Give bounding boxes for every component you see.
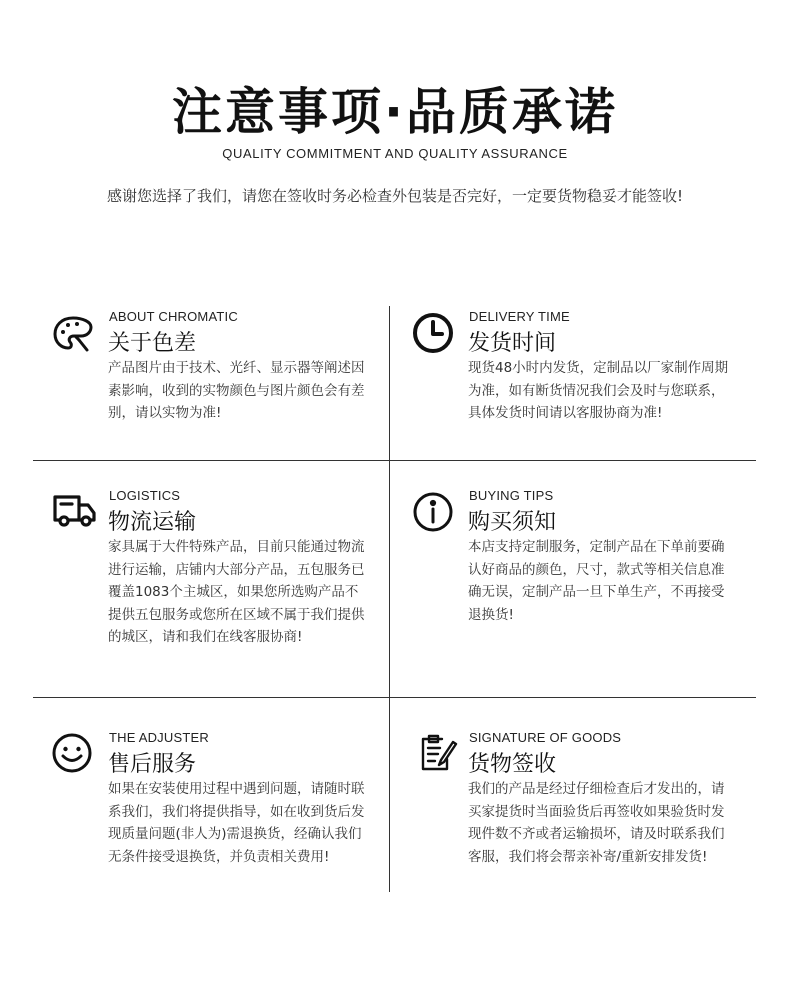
info-icon [411, 490, 455, 534]
row-divider [33, 460, 756, 461]
section-title-zh: 关于色差 [108, 331, 197, 356]
intro-text: 感谢您选择了我们，请您在签收时务必检查外包装是否完好，一定要货物稳妥才能签收! [106, 187, 684, 205]
section-body: 我们的产品是经过仔细检查后才发出的，请买家提货时当面验货后再签收如果验货时发现件数不齐或者运输损坏，请及时联系我们客服，我们将会帮亲补寄/重新安排发货! [468, 781, 725, 865]
section-title-zh: 购买须知 [468, 510, 557, 535]
section-title-zh: 售后服务 [108, 752, 197, 777]
clock-icon [411, 311, 455, 355]
page-title: 注意事项·品质承诺 [172, 83, 618, 141]
page-subtitle: QUALITY COMMITMENT AND QUALITY ASSURANCE [222, 146, 568, 161]
section-body: 本店支持定制服务，定制产品在下单前要确认好商品的颜色，尺寸，款式等相关信息准确无误，定制产品一旦下单生产，不再接受退换货! [468, 539, 725, 623]
section-title-zh: 货物签收 [468, 752, 557, 777]
section-title-en: DELIVERY TIME [469, 309, 570, 324]
section-body: 现货48小时内发货，定制品以厂家制作周期为准，如有断货情况我们会及时与您联系， 具体发货时间请以客服协商为准! [468, 360, 729, 421]
section-body: 家具属于大件特殊产品，目前只能通过物流进行运输，店铺内大部分产品，五包服务已覆盖1083个主城区，如果您所选购产品不提供五包服务或您所在区域不属于我们提供的城区，请和我们在线客服协商! [108, 539, 365, 645]
section-title-en: LOGISTICS [109, 488, 181, 503]
truck-icon [52, 488, 96, 532]
clipboard-sign-icon [418, 733, 462, 777]
section-title-zh: 发货时间 [468, 331, 557, 356]
section-body: 产品图片由于技术、光纤、显示器等阐述因素影响，收到的实物颜色与图片颜色会有差别，请以实物为准! [108, 360, 365, 421]
section-title-en: SIGNATURE OF GOODS [469, 730, 622, 745]
row-divider [33, 697, 756, 698]
section-title-en: BUYING TIPS [469, 488, 554, 503]
section-title-en: ABOUT CHROMATIC [109, 309, 238, 324]
section-title-zh: 物流运输 [108, 510, 197, 535]
smiley-icon [50, 731, 94, 775]
palette-icon [51, 312, 95, 356]
section-title-en: THE ADJUSTER [109, 730, 209, 745]
section-body: 如果在安装使用过程中遇到问题，请随时联系我们，我们将提供指导，如在收到货后发现质量问题(非人为)需退换货，经确认我们无条件接受退换货，并负责相关费用! [108, 781, 365, 865]
column-divider [389, 306, 390, 892]
